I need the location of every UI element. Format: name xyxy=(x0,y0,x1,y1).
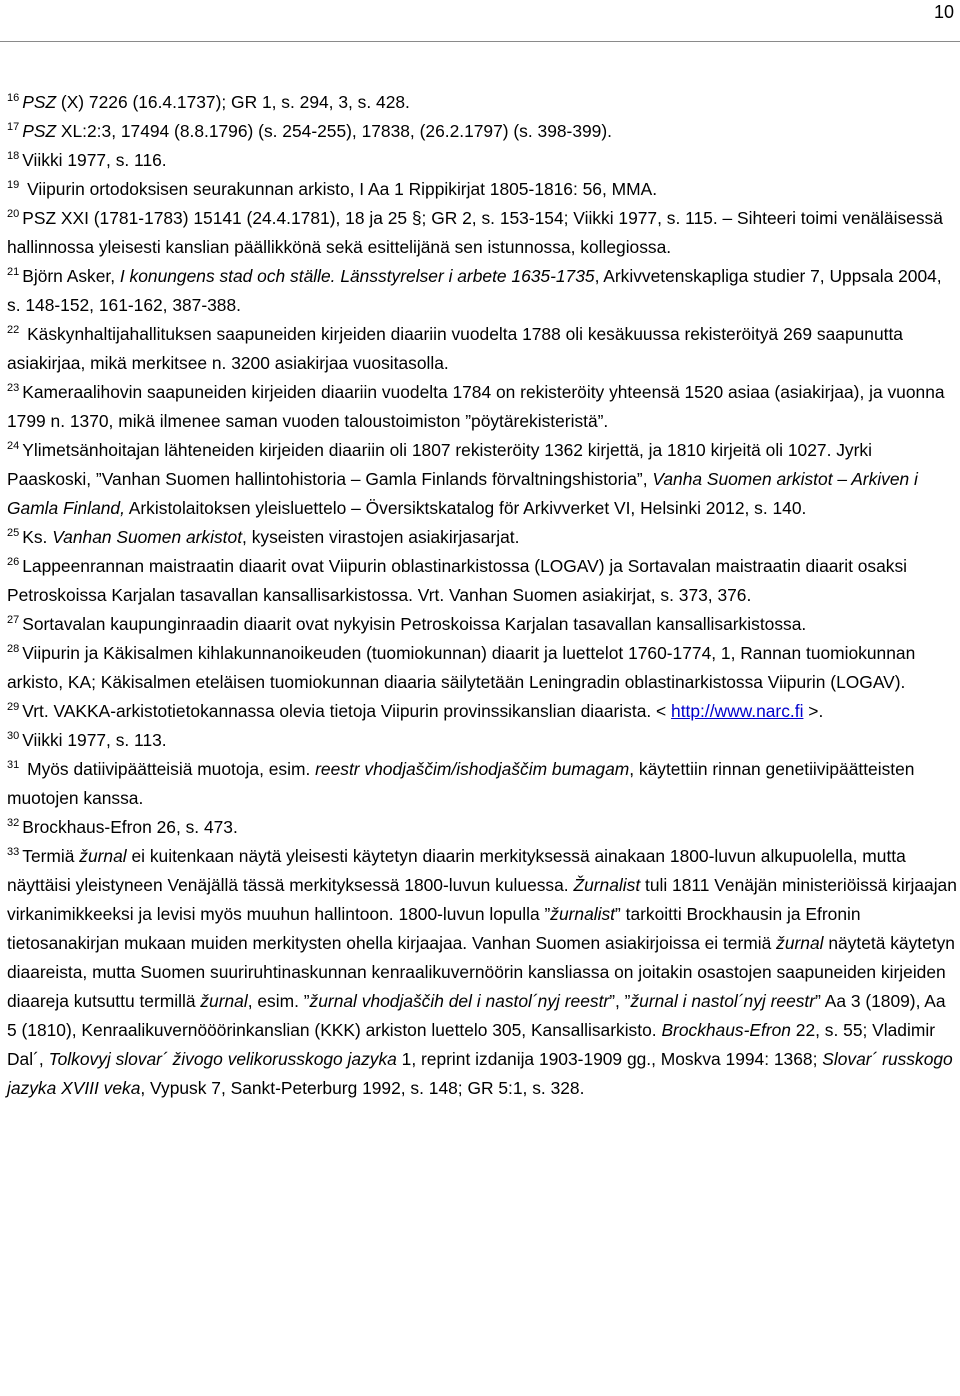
footnote-number: 22 xyxy=(7,324,20,337)
footnote-23 xyxy=(7,378,957,436)
footnote-text: Termiä xyxy=(22,846,80,866)
footnote-text: Käskynhaltijahallituksen saapuneiden kirjeiden diaariin vuodelta 1788 oli kesäkuussa rekisteröityä 269 saapunutta asiakirjaa, mikä merkitsee n. 3200 asiakirjaa vuositasolla. xyxy=(7,324,903,373)
page-number: 10 xyxy=(933,2,954,22)
footnote-text: näytetä käytetyn diaareista, mutta Suomen suuriruhtinaskunnan kenraalikuvernöörin kansliassa on joitakin osastojen saapuneiden kirjeiden diaareja kutsuttu termillä xyxy=(7,933,955,1011)
footnote-text: Sortavalan kaupunginraadin diaarit ovat nykyisin Petroskoissa Karjalan tasavallan kansallisarkistossa. xyxy=(22,614,807,634)
footnote-18 xyxy=(7,146,957,175)
italic-text: žurnal i nastol´nyj reestr xyxy=(630,991,816,1011)
italic-text: Žurnalist xyxy=(573,875,641,895)
footnote-27 xyxy=(7,610,957,639)
footnote-separator xyxy=(0,41,960,42)
footnote-text: (X) 7226 (16.4.1737); GR 1, s. 294, 3, s. 428. xyxy=(56,92,410,112)
italic-text: Vanhan Suomen arkistot xyxy=(52,527,243,547)
footnote-number: 24 xyxy=(7,440,20,453)
footnote-number: 32 xyxy=(7,817,20,830)
italic-text: PSZ xyxy=(22,121,57,141)
footnote-26 xyxy=(7,552,957,610)
footnote-21 xyxy=(7,262,957,320)
italic-text: žurnalist xyxy=(550,904,616,924)
italic-text: Brockhaus-Efron xyxy=(661,1020,791,1040)
footnote-25 xyxy=(7,523,957,552)
footnote-number: 30 xyxy=(7,730,20,743)
footnote-number: 20 xyxy=(7,208,20,221)
footnote-text: Viipurin ja Käkisalmen kihlakunnanoikeuden (tuomiokunnan) diaarit ja luettelot 1760-1774, 1, Rannan tuomiokunnan arkisto, KA; Käkisalmen eteläisen tuomiokunnan diaaria säilytetään Leningradin oblastinarkistossa Viipurin (LOGAV). xyxy=(7,643,916,692)
italic-text: žurnal xyxy=(79,846,127,866)
footnote-16 xyxy=(7,88,957,117)
footnote-text: Myös datiivipäätteisiä muotoja, esim. xyxy=(22,759,316,779)
footnote-text: – Sihteeri toimi venäläisessä hallinnossa yleisesti kanslian päällikkönä sekä esittelijänä sen istunnossa, kollegiossa. xyxy=(7,208,943,257)
footnote-text: Vrt. VAKKA-arkistotietokannassa olevia tietoja Viipurin provinssikanslian diaarista. < xyxy=(22,701,672,721)
footnote-29 xyxy=(7,697,957,726)
footnote-text: , Arkivvetenskapliga studier 7, Uppsala 2004, s. 148-152, 161-162, 387-388. xyxy=(7,266,942,315)
footnote-text: Kameraalihovin saapuneiden kirjeiden diaariin vuodelta 1784 on rekisteröity yhteensä 1520 asiaa (asiakirjaa), ja vuonna 1799 n. 1370, mikä ilmenee saman vuoden taloustoimiston ”pöytärekisteristä”. xyxy=(7,382,945,431)
italic-text: I konungens stad och ställe. Länsstyrelser i arbete 1635-1735 xyxy=(119,266,595,286)
italic-text: žurnal vhodjaščih del i nastol´nyj reestr xyxy=(309,991,610,1011)
footnote-text: ” Aa 3 (1809), Aa 5 (1810), Kenraalikuvernööörinkanslian (KKK) arkiston luettelo 305, Kansallisarkisto. xyxy=(7,991,946,1040)
footnote-text: 1, reprint izdanija 1903-1909 gg., Moskva 1994: 1368; xyxy=(396,1049,823,1069)
footnotes-section xyxy=(7,88,957,1103)
footnote-text: , esim. ” xyxy=(247,991,310,1011)
footnote-20 xyxy=(7,204,957,262)
footnote-text: Viikki 1977, s. 116. xyxy=(22,150,167,170)
italic-text: žurnal xyxy=(200,991,248,1011)
footnote-text: Brockhaus-Efron 26, s. 473. xyxy=(22,817,238,837)
footnote-text: >. xyxy=(803,701,824,721)
footnote-text: Ylimetsänhoitajan lähteneiden kirjeiden diaariin oli 1807 rekisteröity 1362 kirjettä, ja 1810 kirjeitä oli 1027. Jyrki Paaskoski, ”Vanhan Suomen hallintohistoria – Gamla Finlands förvaltningshistoria”, xyxy=(7,440,872,489)
footnote-text: ” tarkoitti Brockhausin ja Efronin tietosanakirjan mukaan muiden merkitysten ohella kirjaajaa. Vanhan Suomen asiakirjoissa ei termiä xyxy=(7,904,861,953)
footnote-30 xyxy=(7,726,957,755)
footnote-number: 33 xyxy=(7,846,20,859)
italic-text: Slovar´ russkogo jazyka XVIII veka xyxy=(7,1049,953,1098)
footnote-number: 29 xyxy=(7,701,20,714)
footnote-number: 23 xyxy=(7,382,20,395)
footnote-text: Ks. xyxy=(22,527,53,547)
footnote-number: 17 xyxy=(7,121,20,134)
footnote-19 xyxy=(7,175,957,204)
footnote-number: 21 xyxy=(7,266,20,279)
footnote-32 xyxy=(7,813,957,842)
footnote-28 xyxy=(7,639,957,697)
footnote-text: ei kuitenkaan näytä yleisesti käytetyn diaarin merkityksessä ainakaan 1800-luvun alkupuolella, mutta näyttäisi yleistyneen Venäjällä tässä merkityksessä 1800-luvun kuluessa. xyxy=(7,846,906,895)
footnote-text: Lappeenrannan maistraatin diaarit ovat Viipurin oblastinarkistossa (LOGAV) ja Sortavalan maistraatin diaarit osaksi Petroskoissa Karjalan tasavallan kansallisarkistossa. Vrt. Vanhan Suomen asiakirjat, s. 373, 376. xyxy=(7,556,908,605)
italic-text: Vanha Suomen arkistot – Arkiven i Gamla Finland, xyxy=(7,469,918,518)
footnote-text: Viipurin ortodoksisen seurakunnan arkisto, I Aa 1 Rippikirjat 1805-1816: 56, MMA. xyxy=(22,179,658,199)
italic-text: žurnal xyxy=(776,933,824,953)
footnote-text: , Vypusk 7, Sankt-Peterburg 1992, s. 148; GR 5:1, s. 328. xyxy=(140,1078,585,1098)
footnote-text: , käytettiin rinnan genetiivipäätteisten muotojen kanssa. xyxy=(7,759,915,808)
footnote-number: 19 xyxy=(7,179,20,192)
footnote-text: ”, ” xyxy=(609,991,631,1011)
footnote-24 xyxy=(7,436,957,523)
footnote-text: tuli 1811 Venäjän ministeriöissä kirjaajan virkanimikkeeksi ja levisi myös muuhun hallintoon. 1800-luvun lopulla ” xyxy=(7,875,957,924)
italic-text: Tolkovyj slovar´ živogo velikorusskogo jazyka xyxy=(48,1049,397,1069)
italic-text: reestr vhodjaščim/ishodjaščim bumagam xyxy=(315,759,630,779)
footnote-text: Viikki 1977, s. 113. xyxy=(22,730,167,750)
footnote-number: 28 xyxy=(7,643,20,656)
footnote-text: PSZ XXI (1781-1783) 15141 (24.4.1781), 18 ja 25 §; GR 2, s. 153-154; Viikki 1977, s. 115. xyxy=(22,208,723,228)
italic-text: PSZ xyxy=(22,92,57,112)
footnote-text: XL:2:3, 17494 (8.8.1796) (s. 254-255), 17838, (26.2.1797) (s. 398-399). xyxy=(56,121,612,141)
footnote-number: 16 xyxy=(7,92,20,105)
footnote-text: Björn Asker, xyxy=(22,266,120,286)
footnote-31 xyxy=(7,755,957,813)
footnote-22 xyxy=(7,320,957,378)
footnote-33 xyxy=(7,842,957,1103)
footnote-number: 18 xyxy=(7,150,20,163)
footnote-number: 31 xyxy=(7,759,20,772)
footnote-text: Arkistolaitoksen yleisluettelo – Översiktskatalog för Arkivverket VI, Helsinki 2012, s. 140. xyxy=(124,498,807,518)
footnote-number: 25 xyxy=(7,527,20,540)
footnote-number: 26 xyxy=(7,556,20,569)
footnote-number: 27 xyxy=(7,614,20,627)
footnote-17 xyxy=(7,117,957,146)
footnote-text: 22, s. 55; Vladimir Dal´, xyxy=(7,1020,935,1069)
footnote-text: , kyseisten virastojen asiakirjasarjat. xyxy=(242,527,520,547)
external-link[interactable]: http://www.narc.fi xyxy=(671,701,804,721)
